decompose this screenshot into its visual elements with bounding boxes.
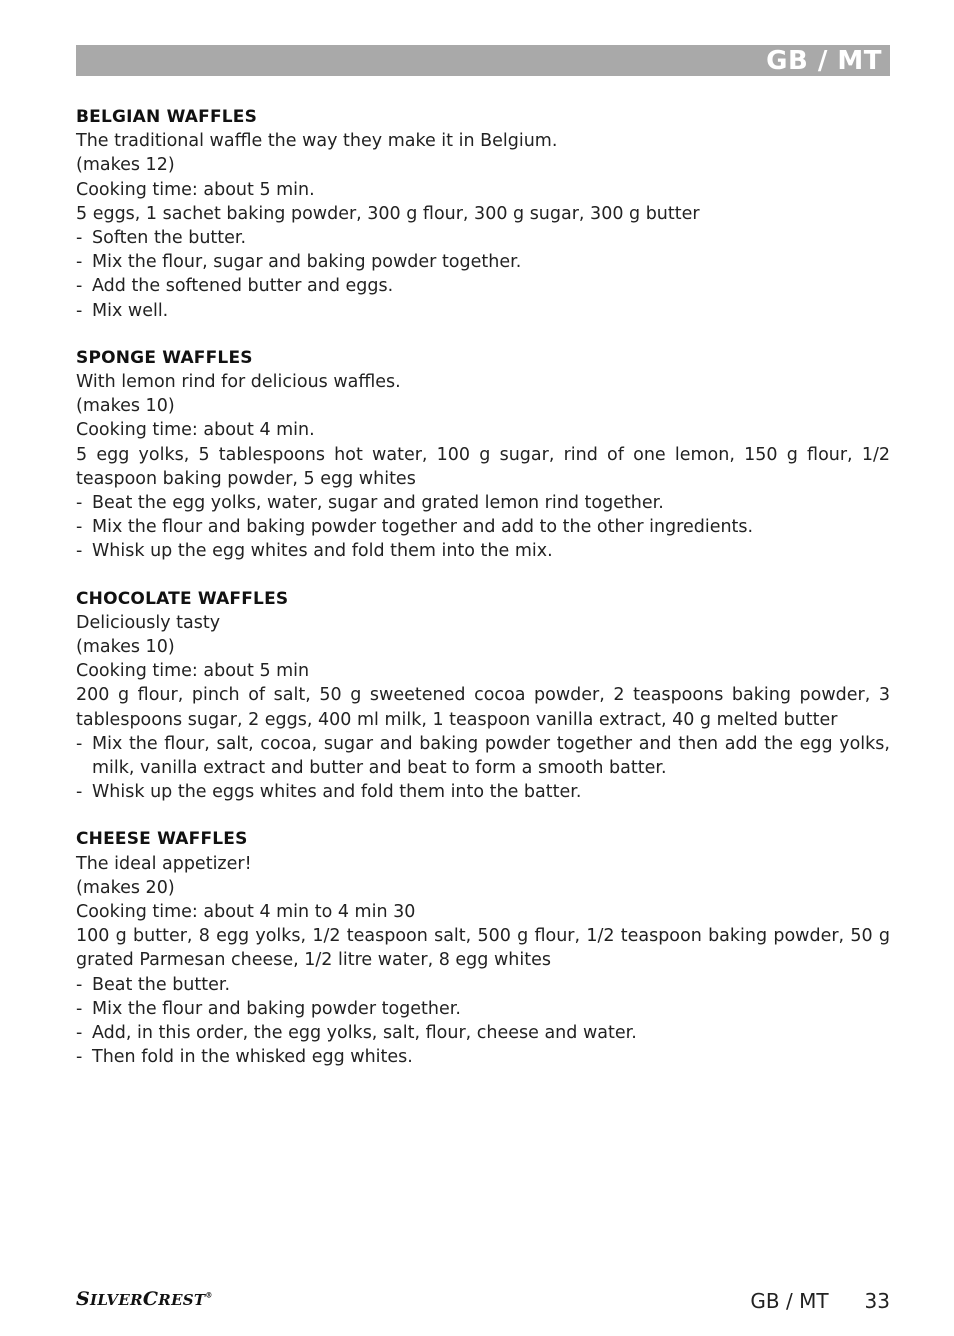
recipe-step: - Mix the flour and baking powder together and add to the other ingredients. bbox=[76, 517, 754, 538]
footer-locale: GB / MT bbox=[750, 1289, 829, 1313]
recipe-steps bbox=[76, 973, 890, 1070]
recipe-title: BELGIAN WAFFLES bbox=[76, 107, 258, 127]
recipe-steps bbox=[76, 226, 890, 323]
recipe-makes: (makes 12) bbox=[76, 155, 175, 176]
recipe-makes: (makes 20) bbox=[76, 877, 175, 898]
footer-page-info bbox=[750, 1289, 890, 1313]
recipe-belgian-waffles bbox=[76, 105, 890, 323]
recipe-intro: The ideal appetizer! bbox=[76, 853, 252, 874]
recipe-title: CHOCOLATE WAFFLES bbox=[76, 588, 289, 609]
recipe-content bbox=[76, 105, 890, 1092]
recipe-step: - Then fold in the whisked egg whites. bbox=[76, 1047, 413, 1068]
recipe-title: SPONGE WAFFLES bbox=[76, 347, 253, 368]
recipe-steps bbox=[76, 491, 890, 564]
recipe-chocolate-waffles bbox=[76, 587, 890, 805]
recipe-step: - Mix the flour and baking powder together. bbox=[76, 998, 461, 1019]
recipe-sponge-waffles bbox=[76, 346, 890, 564]
recipe-intro: With lemon rind for delicious waffles. bbox=[76, 372, 401, 392]
recipe-cooking-time: Cooking time: about 4 min. bbox=[76, 420, 315, 441]
recipe-title: CHEESE WAFFLES bbox=[76, 829, 248, 850]
recipe-step: - Whisk up the egg whites and fold them into the mix. bbox=[76, 541, 553, 562]
recipe-ingredients: 100 g butter, 8 egg yolks, 1/2 teaspoon salt, 500 g flour, 1/2 teaspoon baking powder, 50 g grated Parmesan cheese, 1/2 litre water, 8 egg whites bbox=[76, 926, 890, 971]
recipe-step: - Beat the butter. bbox=[76, 974, 231, 995]
recipe-ingredients: 200 g flour, pinch of salt, 50 g sweetened cocoa powder, 2 teaspoons baking powder, 3 tablespoons sugar, 2 eggs, 400 ml milk, 1 teaspoon vanilla extract, 40 g melted butter bbox=[76, 685, 890, 730]
recipe-ingredients: 5 egg yolks, 5 tablespoons hot water, 100 g sugar, rind of one lemon, 150 g flour, 1/2 teaspoon baking powder, 5 egg whites bbox=[76, 444, 890, 489]
recipe-cooking-time: Cooking time: about 5 min. bbox=[76, 179, 315, 200]
recipe-makes: (makes 10) bbox=[76, 396, 175, 417]
recipe-makes: (makes 10) bbox=[76, 637, 175, 658]
recipe-step: - Soften the butter. bbox=[76, 228, 247, 248]
recipe-cooking-time: Cooking time: about 5 min bbox=[76, 661, 310, 682]
recipe-step: - Mix well. bbox=[76, 300, 169, 321]
recipe-step: - Add the softened butter and eggs. bbox=[76, 276, 394, 297]
recipe-steps bbox=[76, 732, 890, 805]
recipe-step: - Mix the flour, sugar and baking powder together. bbox=[76, 252, 522, 273]
recipe-step: - Mix the flour, salt, cocoa, sugar and baking powder together and then add the egg yolks, milk, vanilla extract and butter and beat to form a smooth batter. bbox=[76, 733, 890, 779]
recipe-step: - Beat the egg yolks, water, sugar and grated lemon rind together. bbox=[76, 493, 664, 514]
header-language-label: GB / MT bbox=[766, 46, 882, 76]
recipe-ingredients: 5 eggs, 1 sachet baking powder, 300 g flour, 300 g sugar, 300 g butter bbox=[76, 203, 700, 224]
recipe-cooking-time: Cooking time: about 4 min to 4 min 30 bbox=[76, 902, 416, 923]
silvercrest-logo: SILVERCREST® bbox=[76, 1288, 213, 1310]
recipe-intro: Deliciously tasty bbox=[76, 612, 221, 633]
page-number: 33 bbox=[864, 1289, 890, 1313]
recipe-step: - Add, in this order, the egg yolks, salt, flour, cheese and water. bbox=[76, 1023, 637, 1044]
recipe-cheese-waffles bbox=[76, 827, 890, 1069]
header-bar bbox=[76, 45, 890, 76]
recipe-step: - Whisk up the eggs whites and fold them into the batter. bbox=[76, 782, 582, 803]
recipe-intro: The traditional waffle the way they make it in Belgium. bbox=[76, 131, 558, 152]
